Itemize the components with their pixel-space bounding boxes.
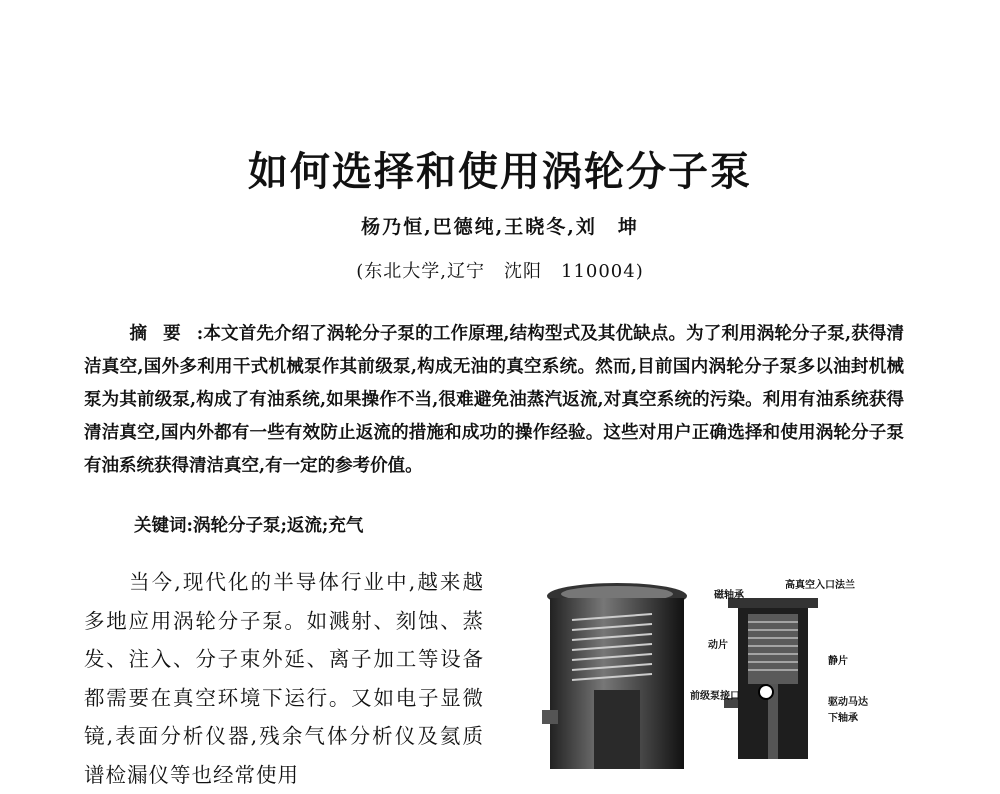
- label-lower-bearing: 下轴承: [828, 713, 858, 724]
- keywords: [134, 512, 363, 537]
- pump-photo: [542, 580, 692, 769]
- affiliation: (东北大学,辽宁 沈阳 110004): [356, 261, 644, 282]
- body-paragraph: 当今,现代化的半导体行业中,越来越多地应用涡轮分子泵。如溅射、刻蚀、蒸发、注入、分子束外延、离子加工等设备都需要在真空环境下运行。又如电子显微镜,表面分析仪器,残余气体分析仪及氦质谱检漏仪等也经常使用: [84, 570, 484, 787]
- pump-figure: [522, 570, 882, 759]
- label-foreline-port: 前级泵接口: [690, 691, 740, 702]
- paper-title: 如何选择和使用涡轮分子泵: [248, 149, 752, 195]
- label-rotor-blade: 动片: [708, 640, 728, 651]
- label-drive-motor: 驱动马达: [828, 697, 868, 708]
- author-list: 杨乃恒,巴德纯,王晓冬,刘 坤: [361, 216, 639, 238]
- abstract-label: 摘要: [129, 324, 197, 344]
- abstract-text: :本文首先介绍了涡轮分子泵的工作原理,结构型式及其优缺点。为了利用涡轮分子泵,获得清洁真空,国外多利用干式机械泵作其前级泵,构成无油的真空系统。然而,目前国内涡轮分子泵多以油封机械泵为其前级泵,构成了有油系统,如果操作不当,很难避免油蒸汽返流,对真空系统的污染。利用有油系统获得清洁真空,国内外都有一些有效防止返流的措施和成功的操作经验。这些对用户正确选择和使用涡轮分子泵有油系统获得清洁真空,有一定的参考价值。: [84, 324, 904, 476]
- abstract: [84, 318, 904, 483]
- keywords-text: :涡轮分子泵;返流;充气: [186, 516, 364, 536]
- keywords-label: 关键词: [134, 516, 187, 536]
- label-magnetic-bearing: 磁轴承: [714, 590, 744, 601]
- label-inlet-flange: 高真空入口法兰: [785, 580, 855, 591]
- label-stator-blade: 静片: [828, 656, 848, 667]
